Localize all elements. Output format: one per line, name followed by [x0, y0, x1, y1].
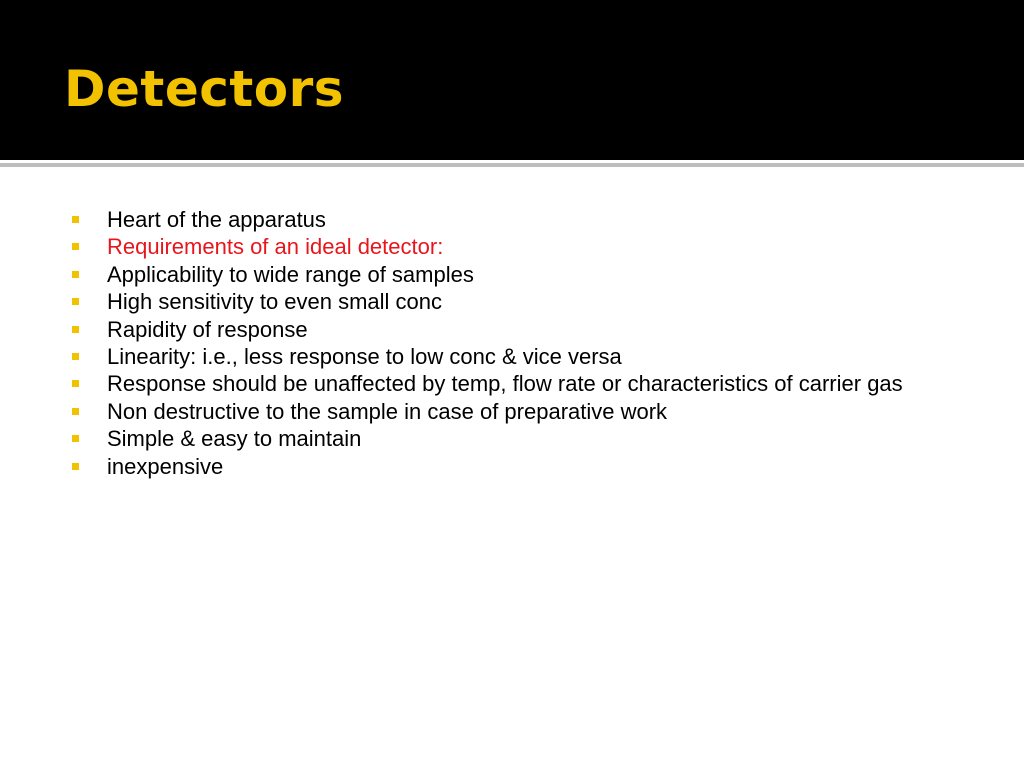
square-bullet-icon — [72, 298, 79, 305]
title-bar — [0, 0, 1024, 160]
square-bullet-icon — [72, 326, 79, 333]
bullet-item — [72, 453, 952, 480]
bullet-text: Linearity: i.e., less response to low conc & vice versa — [107, 344, 622, 370]
slide-title: Detectors — [64, 60, 345, 118]
bullet-text: Simple & easy to maintain — [107, 426, 362, 452]
bullet-item — [72, 398, 952, 425]
square-bullet-icon — [72, 435, 79, 442]
bullet-text: High sensitivity to even small conc — [107, 289, 443, 315]
bullet-text: Rapidity of response — [107, 316, 308, 342]
bullet-text-highlighted: Requirements of an ideal detector: — [107, 234, 444, 260]
square-bullet-icon — [72, 243, 79, 250]
bullet-item — [72, 370, 952, 397]
bullet-text: Non destructive to the sample in case of preparative work — [107, 398, 668, 424]
square-bullet-icon — [72, 463, 79, 470]
square-bullet-icon — [72, 380, 79, 387]
bullet-text: Applicability to wide range of samples — [107, 261, 474, 287]
title-divider — [0, 163, 1024, 167]
bullet-list — [72, 206, 952, 480]
square-bullet-icon — [72, 353, 79, 360]
bullet-item — [72, 425, 952, 452]
bullet-item — [72, 288, 952, 315]
square-bullet-icon — [72, 271, 79, 278]
bullet-text: Response should be unaffected by temp, flow rate or characteristics of carrier gas — [107, 371, 903, 397]
bullet-item — [72, 206, 952, 233]
bullet-item — [72, 261, 952, 288]
bullet-item — [72, 343, 952, 370]
square-bullet-icon — [72, 216, 79, 223]
bullet-item — [72, 233, 952, 260]
square-bullet-icon — [72, 408, 79, 415]
bullet-text: Heart of the apparatus — [107, 207, 326, 232]
bullet-item — [72, 316, 952, 343]
bullet-text: inexpensive — [107, 453, 224, 479]
